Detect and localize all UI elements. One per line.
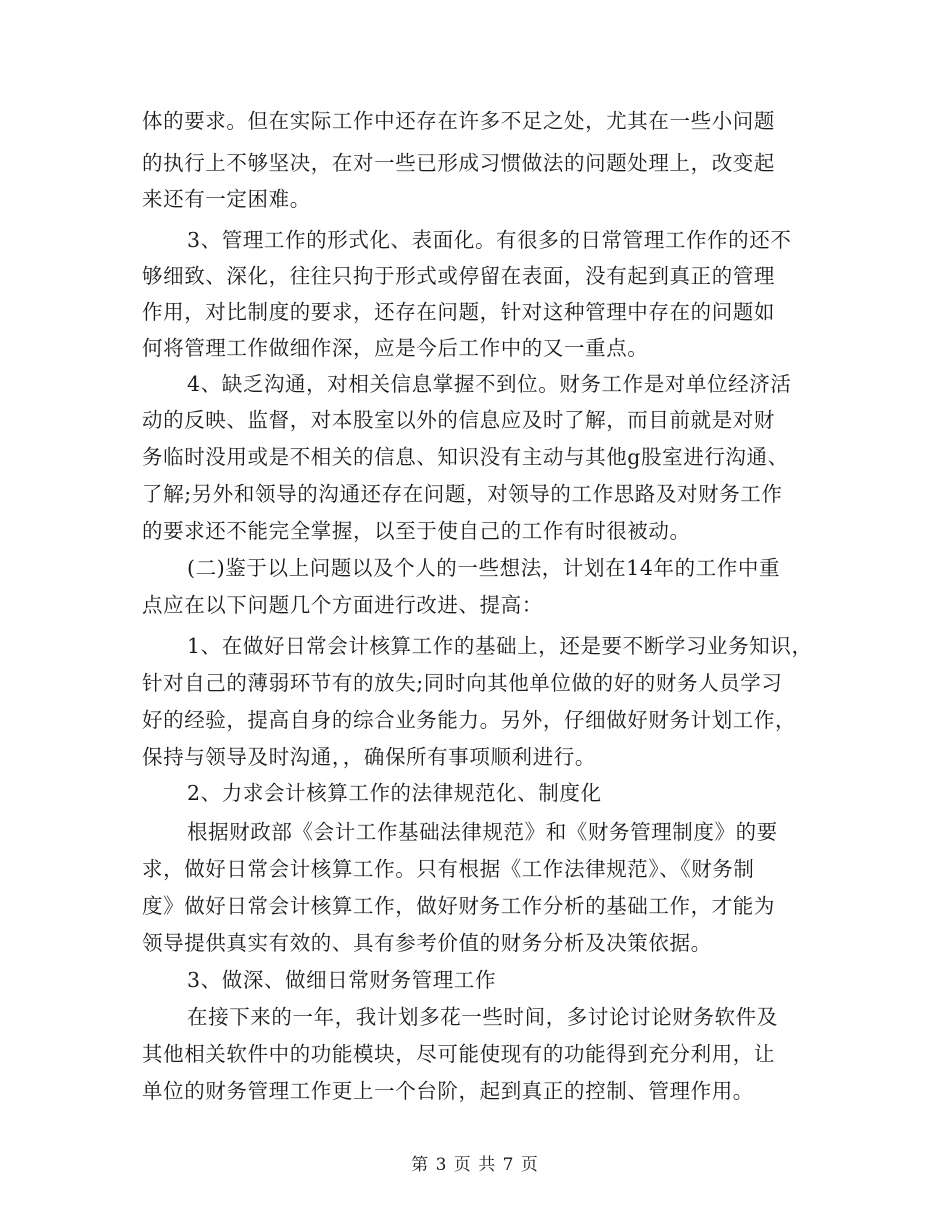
body-text-line: 3、做深、做细日常财务管理工作 <box>187 968 497 992</box>
body-text-line: 体的要求。但在实际工作中还存在许多不足之处，尤其在一些小问题 <box>142 109 775 133</box>
body-text-line: (二)鉴于以上问题以及个人的一些想法，计划在14年的工作中重 <box>187 556 781 580</box>
body-text-line: 保持与领导及时沟通，，确保所有事项顺利进行。 <box>142 745 596 769</box>
body-text-line: 点应在以下问题几个方面进行改进、提高： <box>142 593 543 617</box>
body-text-line: 2、力求会计核算工作的法律规范化、制度化 <box>187 781 602 805</box>
body-text-line: 务临时没用或是不相关的信息、知识没有主动与其他g股室进行沟通、 <box>142 445 789 469</box>
body-text-line: 度》做好日常会计核算工作，做好财务工作分析的基础工作，才能为 <box>142 894 775 918</box>
body-text-line: 1、在做好日常会计核算工作的基础上，还是要不断学习业务知识， <box>187 634 813 658</box>
body-text-line: 其他相关软件中的功能模块，尽可能使现有的功能得到充分利用，让 <box>142 1042 775 1066</box>
body-text-line: 单位的财务管理工作更上一个台阶，起到真正的控制、管理作用。 <box>142 1079 754 1103</box>
body-text-line: 在接下来的一年，我计划多花一些时间，多讨论讨论财务软件及 <box>187 1005 778 1029</box>
body-text-line: 的要求还不能完全掌握，以至于使自己的工作有时很被动。 <box>142 519 691 543</box>
body-text-line: 作用，对比制度的要求，还存在问题，针对这种管理中存在的问题如 <box>142 300 775 324</box>
body-text-line: 了解;另外和领导的沟通还存在问题，对领导的工作思路及对财务工作 <box>142 482 783 506</box>
body-text-line: 求，做好日常会计核算工作。只有根据《工作法律规范》、《财务制 <box>142 857 755 881</box>
page-number-footer: 第 3 页 共 7 页 <box>411 1155 539 1175</box>
body-text-line: 针对自己的薄弱环节有的放失;同时向其他单位做的好的财务人员学习 <box>142 671 783 695</box>
body-text-line: 够细致、深化，往往只拘于形式或停留在表面，没有起到真正的管理 <box>142 264 775 288</box>
body-text-line: 的执行上不够坚决，在对一些已形成习惯做法的问题处理上，改变起 <box>142 151 775 175</box>
body-text-line: 来还有一定困难。 <box>142 187 311 211</box>
body-text-line: 根据财政部《会计工作基础法律规范》和《财务管理制度》的要 <box>187 820 778 844</box>
body-text-line: 动的反映、监督，对本股室以外的信息应及时了解，而目前就是对财 <box>142 408 775 432</box>
body-text-line: 何将管理工作做细作深，应是今后工作中的又一重点。 <box>142 336 649 360</box>
body-text-line: 3、管理工作的形式化、表面化。有很多的日常管理工作作的还不 <box>187 228 792 252</box>
body-text-line: 好的经验，提高自身的综合业务能力。另外，仔细做好财务计划工作， <box>142 708 797 732</box>
body-text-line: 领导提供真实有效的、具有参考价值的财务分析及决策依据。 <box>142 931 712 955</box>
body-text-line: 4、缺乏沟通，对相关信息掌握不到位。财务工作是对单位经济活 <box>187 372 792 396</box>
